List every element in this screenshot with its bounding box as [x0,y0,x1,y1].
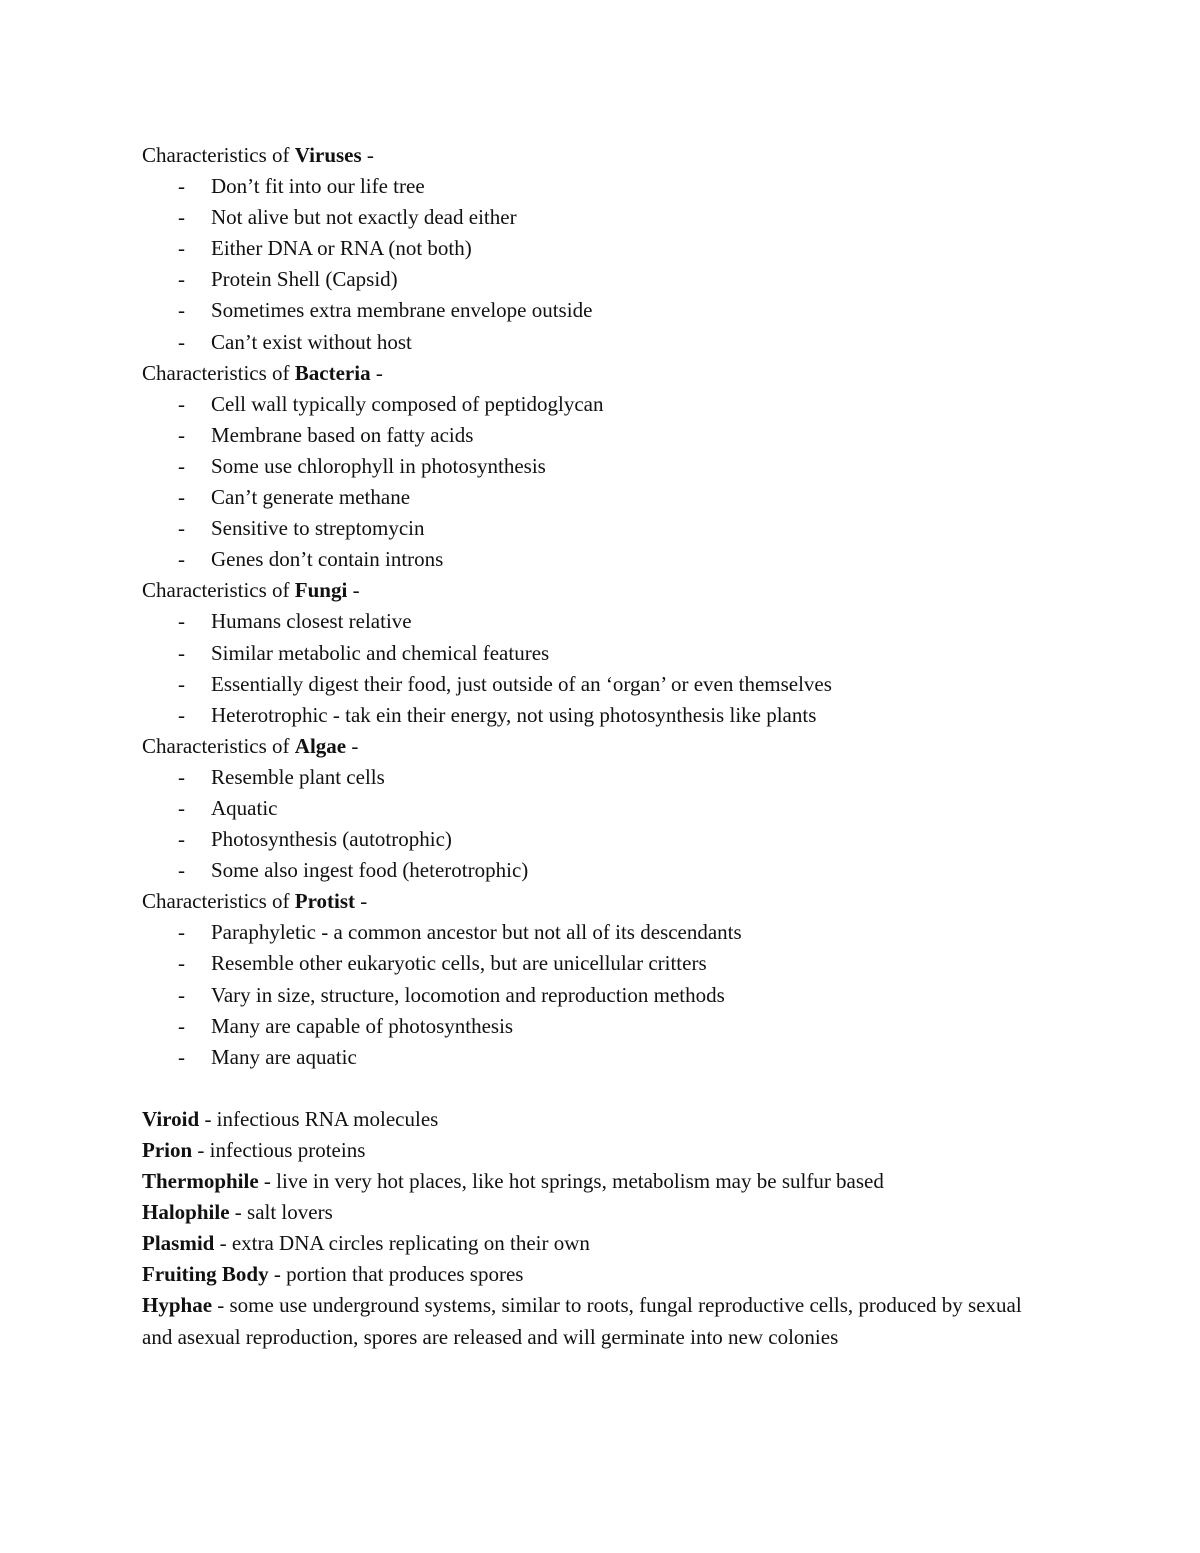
bullet-dash: - [178,174,185,199]
bullet-dash: - [178,795,185,820]
glossary [142,1104,1062,1353]
list-item [142,638,1062,669]
list-item [142,793,1062,824]
bullet-dash: - [178,609,185,634]
glossary-entry [142,1166,1062,1197]
bullet-dash: - [178,764,185,789]
glossary-entry [142,1135,1062,1166]
list-item-text: Photosynthesis (autotrophic) [211,827,452,852]
list-item-text: Genes don’t contain introns [211,547,444,572]
bullet-dash: - [178,547,185,572]
glossary-definition: - live in very hot places, like hot springs, metabolism may be sulfur based [258,1169,884,1194]
heading-suffix: - [361,143,374,167]
glossary-term: Plasmid [142,1231,215,1256]
list-item [142,700,1062,731]
list-item-text: Can’t exist without host [211,329,412,354]
list-item-text: Similar metabolic and chemical features [211,640,550,665]
blank-line [142,1073,1062,1104]
glossary-definition: - infectious proteins [192,1138,366,1162]
list-item-text: Some also ingest food (heterotrophic) [211,858,529,883]
heading-name: Fungi [294,578,348,603]
bullet-dash: - [178,1044,185,1069]
section-heading [142,886,1062,917]
bullet-dash: - [178,640,185,665]
bullet-dash: - [178,671,185,696]
list-item [142,295,1062,326]
list-item [142,513,1062,544]
list-item-text: Humans closest relative [211,609,412,634]
section-heading [142,140,1062,171]
glossary-entry [142,1290,1042,1352]
list-item-text: Sensitive to streptomycin [211,516,425,541]
list-item-text: Heterotrophic - tak ein their energy, not using photosynthesis like plants [211,702,817,727]
list-item [142,389,1062,420]
bullet-dash: - [178,827,185,852]
list-item-text: Many are aquatic [211,1044,357,1069]
bullet-dash: - [178,702,185,727]
glossary-entry [142,1104,1062,1135]
list-item [142,264,1062,295]
list-item [142,171,1062,202]
bullet-dash: - [178,485,185,510]
heading-name: Protist [294,889,356,914]
list-item [142,327,1062,358]
list-item-text: Resemble other eukaryotic cells, but are unicellular critters [211,951,707,976]
list-item [142,948,1062,979]
heading-prefix: Characteristics of [142,733,295,758]
list-item [142,451,1062,482]
heading-suffix: - [347,578,360,603]
bullet-dash: - [178,236,185,261]
list-item-text: Aquatic [211,795,278,820]
heading-name: Algae [294,733,347,758]
section-bacteria [142,358,1062,576]
section-heading [142,358,1062,389]
glossary-term: Hyphae [142,1293,213,1318]
bullet-dash: - [178,920,185,945]
glossary-term: Fruiting Body [142,1262,269,1287]
list-item [142,855,1062,886]
heading-suffix: - [346,733,359,758]
section-heading [142,575,1062,606]
glossary-term: Viroid [142,1106,200,1131]
bullet-dash: - [178,205,185,230]
list-item-text: Either DNA or RNA (not both) [211,236,472,261]
list-item [142,669,1062,700]
glossary-definition: - portion that produces spores [268,1262,524,1287]
list-item-text: Can’t generate methane [211,485,411,510]
list-item-text: Protein Shell (Capsid) [211,267,398,292]
bullet-dash: - [178,391,185,416]
list-item-text: Don’t fit into our life tree [211,174,425,199]
glossary-term: Prion [142,1138,193,1162]
section-fungi [142,575,1062,730]
heading-name: Bacteria [294,360,371,385]
list-item-text: Some use chlorophyll in photosynthesis [211,453,546,478]
list-item [142,917,1062,948]
glossary-entry [142,1228,1062,1259]
glossary-definition: - infectious RNA molecules [199,1106,439,1131]
section-viruses [142,140,1062,358]
list-item-text: Membrane based on fatty acids [211,422,474,447]
heading-suffix: - [355,889,368,914]
list-item [142,762,1062,793]
list-item-text: Not alive but not exactly dead either [211,205,517,230]
section-algae [142,731,1062,886]
bullet-dash: - [178,422,185,447]
heading-prefix: Characteristics of [142,889,295,914]
glossary-definition: - extra DNA circles replicating on their own [214,1231,590,1256]
bullet-dash: - [178,1013,185,1038]
list-item-text: Resemble plant cells [211,764,385,789]
list-item [142,420,1062,451]
bullet-dash: - [178,982,185,1007]
list-item [142,233,1062,264]
list-item-text: Essentially digest their food, just outside of an ‘organ’ or even themselves [211,671,832,696]
bullet-dash: - [178,858,185,883]
heading-prefix: Characteristics of [142,578,295,603]
list-item [142,482,1062,513]
glossary-term: Halophile [142,1200,230,1225]
bullet-dash: - [178,298,185,323]
bullet-dash: - [178,453,185,478]
section-protist [142,886,1062,1073]
list-item [142,606,1062,637]
bullet-dash: - [178,516,185,541]
document-page [142,140,1062,1353]
heading-prefix: Characteristics of [142,360,295,385]
heading-name: Viruses [294,143,362,167]
heading-suffix: - [370,360,383,385]
bullet-dash: - [178,329,185,354]
list-item [142,1042,1062,1073]
glossary-entry [142,1259,1062,1290]
section-heading [142,731,1062,762]
list-item-text: Cell wall typically composed of peptidoglycan [211,391,604,416]
heading-prefix: Characteristics of [142,143,295,167]
list-item-text: Paraphyletic - a common ancestor but not all of its descendants [211,920,742,945]
list-item-text: Sometimes extra membrane envelope outside [211,298,593,323]
list-item [142,824,1062,855]
list-item [142,544,1062,575]
bullet-dash: - [178,267,185,292]
list-item [142,1011,1062,1042]
glossary-definition: - salt lovers [229,1200,333,1225]
list-item [142,980,1062,1011]
glossary-entry [142,1197,1062,1228]
list-item [142,202,1062,233]
list-item-text: Vary in size, structure, locomotion and reproduction methods [211,982,725,1007]
bullet-dash: - [178,951,185,976]
list-item-text: Many are capable of photosynthesis [211,1013,514,1038]
glossary-definition: - some use underground systems, similar to roots, fungal reproductive cells, produced by sexual and asexual reproduction, spores are released and will germinate into new colonies [142,1293,1022,1349]
glossary-term: Thermophile [142,1169,259,1194]
